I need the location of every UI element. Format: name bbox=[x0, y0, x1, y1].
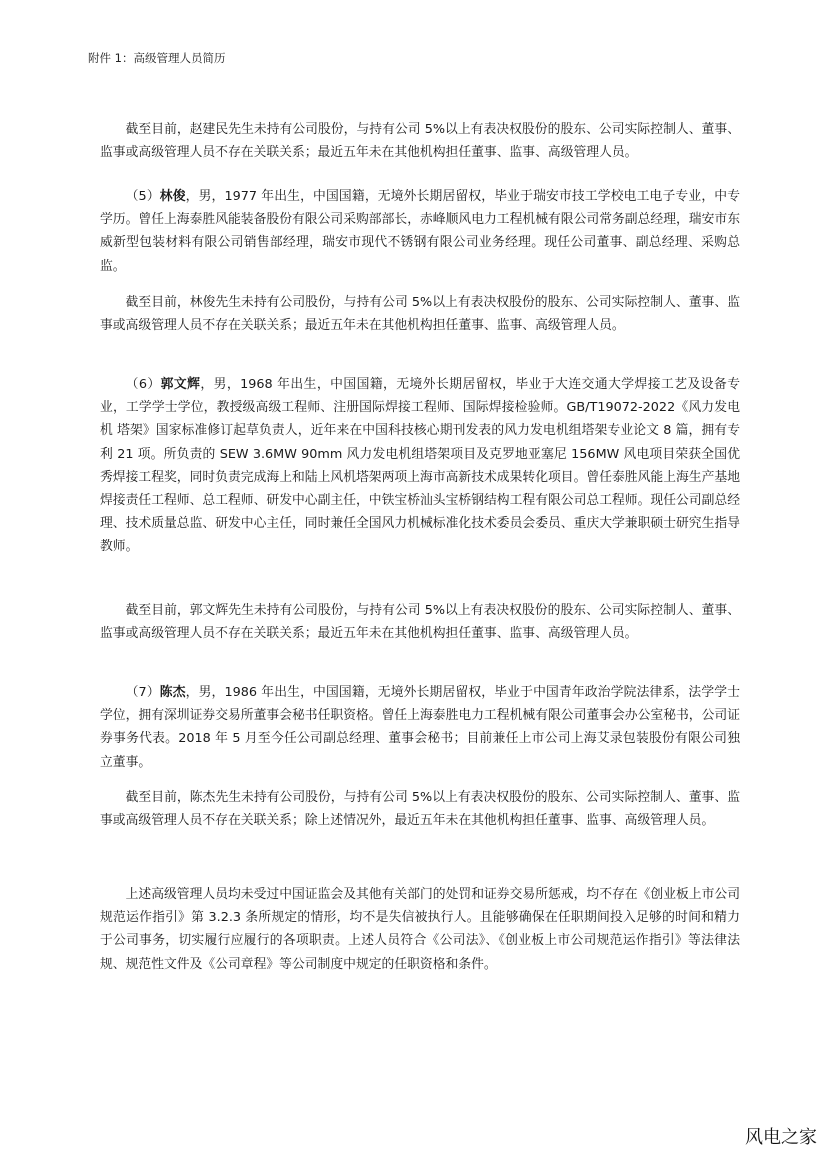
paragraph-guo-shareholding: 截至目前，郭文辉先生未持有公司股份，与持有公司 5%以上有表决权股份的股东、公司实际控制人、董事、监事或高级管理人员不存在关联关系；最近五年未在其他机构担任董事、监事、高级管理人员。 bbox=[100, 603, 740, 642]
person-name: 陈杰 bbox=[159, 685, 186, 700]
paragraph-chen-bio: （7）陈杰，男，1986 年出生，中国国籍，无境外长期居留权，毕业于中国青年政治学院法律系，法学学士学位，拥有深圳证券交易所董事会秘书任职资格。曾任上海泰胜电力工程机械有限公司董事会办公室秘书，公司证券事务代表。2018 年 5 月至今任公司副总经理、董事会秘书；目前兼任上市公司上海艾录包装股份有限公司独立董事。 bbox=[100, 685, 741, 770]
person-name: 郭文辉 bbox=[160, 377, 201, 392]
paragraph-summary: 上述高级管理人员均未受过中国证监会及其他有关部门的处罚和证券交易所惩戒，均不存在《创业板上市公司规范运作指引》第 3.2.3 条所规定的情形，均不是失信被执行人。且能够确保在任职期间投入足够的时间和精力于公司事务，切实履行应履行的各项职责。上述人员符合《公司法》、《创业板上市公司规范运作指引》等法律法规、规范性文件及《公司章程》等公司制度中规定的任职资格和条件。 bbox=[100, 887, 740, 972]
paragraph-guo-bio: （6）郭文辉，男，1968 年出生，中国国籍，无境外长期居留权，毕业于大连交通大学焊接工艺及设备专业，工学学士学位，教授级高级工程师、注册国际焊接工程师、国际焊接检验师。GB/T19072-2022《风力发电机 塔架》国家标准修订起草负责人，近年来在中国科技核心期刊发表的风力发电机组塔架专业论文 8 篇，拥有专利 21 项。所负责的 SEW 3.6MW 90mm 风力发电机组塔架项目及克罗地亚塞尼 156MW 风电项目荣获全国优秀焊接工程奖，同时负责完成海上和陆上风机塔架两项上海市高新技术成果转化项目。曾任泰胜风能上海生产基地焊接责任工程师、总工程师、研发中心副主任，中铁宝桥汕头宝桥钢结构工程有限公司总工程师。现任公司副总经理、技术质量总监、研发中心主任，同时兼任全国风力机械标准化技术委员会委员、重庆大学兼职硕士研究生指导教师。 bbox=[100, 377, 740, 555]
paragraph-chen-shareholding: 截至目前，陈杰先生未持有公司股份，与持有公司 5%以上有表决权股份的股东、公司实际控制人、董事、监事或高级管理人员不存在关联关系；除上述情况外，最近五年未在其他机构担任董事、监事、高级管理人员。 bbox=[100, 790, 740, 829]
attachment-header: 附件 1：高级管理人员简历 bbox=[88, 51, 226, 65]
paragraph-zhao-shareholding: 截至目前，赵建民先生未持有公司股份，与持有公司 5%以上有表决权股份的股东、公司实际控制人、董事、监事或高级管理人员不存在关联关系；最近五年未在其他机构担任董事、监事、高级管理人员。 bbox=[100, 122, 740, 161]
item-prefix: （7） bbox=[125, 685, 160, 700]
item-prefix: （5） bbox=[125, 189, 160, 204]
item-prefix: （6） bbox=[125, 377, 161, 392]
site-watermark: 风电之家 bbox=[745, 1127, 817, 1148]
paragraph-lin-bio: （5）林俊，男，1977 年出生，中国国籍，无境外长期居留权，毕业于瑞安市技工学校电工电子专业，中专学历。曾任上海泰胜风能装备股份有限公司采购部部长，赤峰顺风电力工程机械有限公司常务副总经理，瑞安市东威新型包装材料有限公司销售部经理，瑞安市现代不锈钢有限公司业务经理。现任公司董事、副总经理、采购总监。 bbox=[100, 189, 741, 274]
person-name: 林俊 bbox=[159, 189, 186, 204]
paragraph-lin-shareholding: 截至目前，林俊先生未持有公司股份，与持有公司 5%以上有表决权股份的股东、公司实际控制人、董事、监事或高级管理人员不存在关联关系；最近五年未在其他机构担任董事、监事、高级管理人员。 bbox=[100, 295, 740, 334]
